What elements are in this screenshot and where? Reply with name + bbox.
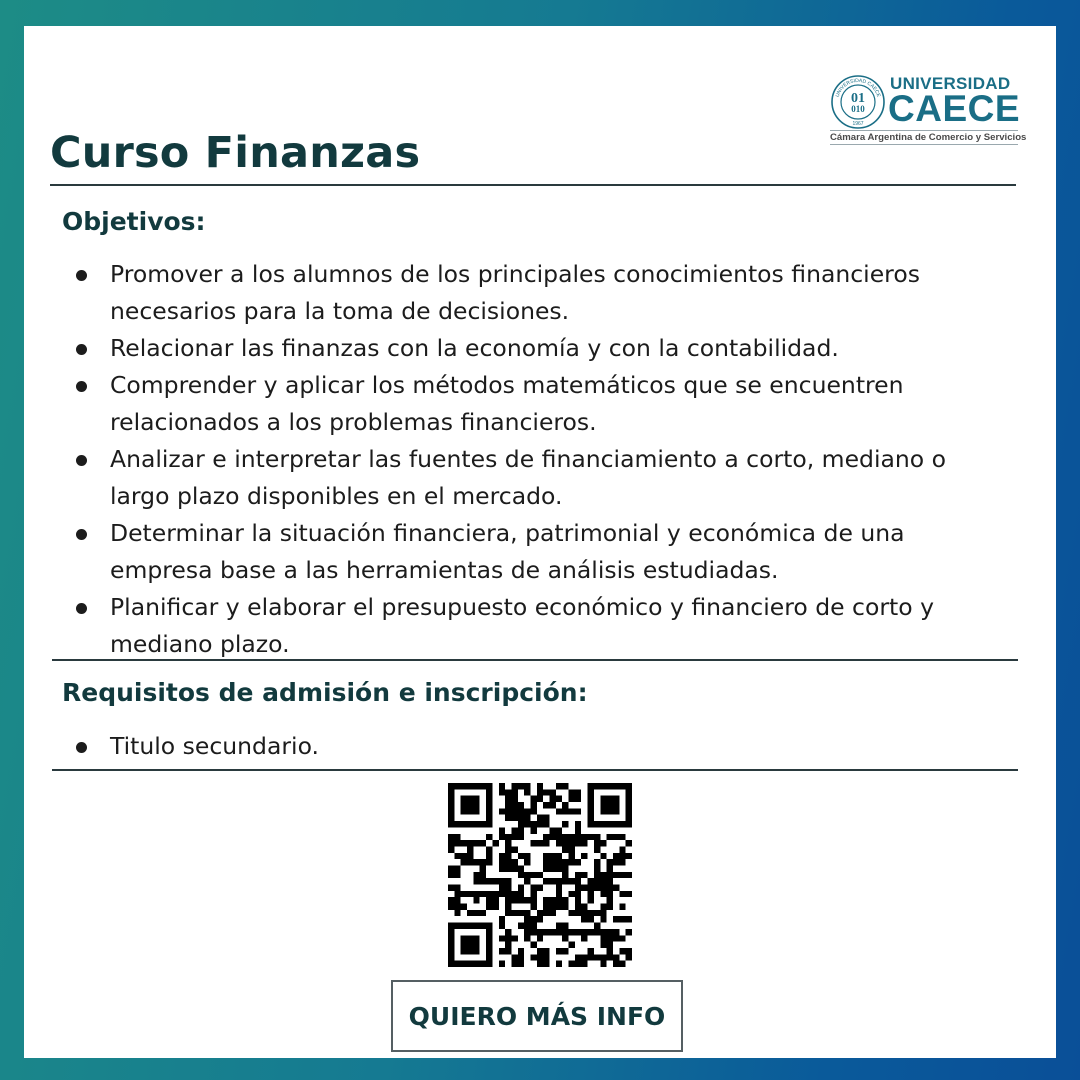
bullet-icon bbox=[76, 455, 87, 466]
svg-text:UNIVERSIDAD CAECE: UNIVERSIDAD CAECE bbox=[834, 77, 882, 98]
logo-word-universidad: UNIVERSIDAD bbox=[890, 74, 1011, 93]
page-title: Curso Finanzas bbox=[50, 128, 421, 178]
list-item bbox=[70, 367, 990, 441]
bullet-icon bbox=[76, 344, 87, 355]
list-item-text: Determinar la situación financiera, patrimonial y económica de una empresa base a las herramientas de análisis estudiadas. bbox=[110, 519, 905, 584]
section-divider bbox=[52, 659, 1018, 661]
list-item-text: Relacionar las finanzas con la economía y con la contabilidad. bbox=[110, 334, 839, 362]
section-divider bbox=[52, 769, 1018, 771]
objectives-heading: Objetivos: bbox=[62, 207, 206, 236]
bullet-icon bbox=[76, 529, 87, 540]
bullet-icon bbox=[76, 381, 87, 392]
list-item bbox=[70, 515, 990, 589]
university-logo bbox=[830, 72, 1027, 146]
list-item bbox=[70, 441, 990, 515]
list-item bbox=[70, 256, 990, 330]
svg-text:010: 010 bbox=[851, 104, 865, 114]
list-item-text: Comprender y aplicar los métodos matemáticos que se encuentren relacionados a los problemas financieros. bbox=[110, 371, 904, 436]
university-seal-icon bbox=[830, 74, 886, 130]
list-item-text: Titulo secundario. bbox=[110, 732, 319, 760]
more-info-button[interactable]: QUIERO MÁS INFO bbox=[391, 980, 683, 1052]
logo-tagline: Cámara Argentina de Comercio y Servicios bbox=[830, 132, 1027, 143]
bullet-icon bbox=[76, 603, 87, 614]
title-divider bbox=[50, 184, 1016, 186]
objectives-list bbox=[70, 256, 990, 663]
bullet-icon bbox=[76, 270, 87, 281]
list-item-text: Planificar y elaborar el presupuesto económico y financiero de corto y mediano plazo. bbox=[110, 593, 934, 658]
list-item bbox=[70, 728, 990, 765]
requirements-list bbox=[70, 728, 990, 765]
svg-text:01: 01 bbox=[851, 91, 865, 106]
list-item-text: Promover a los alumnos de los principales conocimientos financieros necesarios para la toma de decisiones. bbox=[110, 260, 920, 325]
logo-word-caece: CAECE bbox=[888, 88, 1021, 129]
list-item bbox=[70, 330, 990, 367]
flyer-card bbox=[24, 26, 1056, 1058]
qr-code-icon[interactable] bbox=[448, 783, 632, 967]
bullet-icon bbox=[76, 742, 87, 753]
list-item-text: Analizar e interpretar las fuentes de financiamiento a corto, mediano o largo plazo disponibles en el mercado. bbox=[110, 445, 946, 510]
requirements-heading: Requisitos de admisión e inscripción: bbox=[62, 678, 588, 707]
svg-text:1967: 1967 bbox=[852, 121, 864, 127]
list-item bbox=[70, 589, 990, 663]
